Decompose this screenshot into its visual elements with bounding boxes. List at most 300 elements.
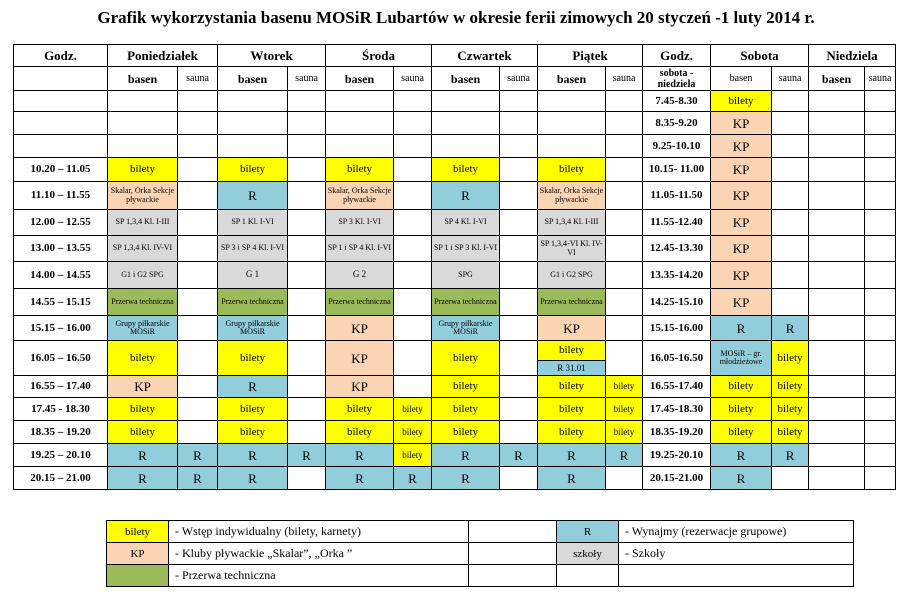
cell-przerwa: Przerwa techniczna [108, 289, 178, 316]
empty-cell [865, 341, 896, 376]
empty-cell [178, 421, 218, 444]
col-header-sauna: sauna [606, 67, 643, 91]
empty-cell [538, 112, 606, 135]
cell-bilety: bilety [606, 398, 643, 421]
cell-rezerwacja: R [218, 182, 288, 210]
empty-cell [288, 316, 326, 341]
time-cell: 11.10 – 11.55 [14, 182, 108, 210]
empty-cell [178, 341, 218, 376]
empty-cell [606, 112, 643, 135]
cell-rezerwacja: R [178, 467, 218, 490]
legend-text-kp: - Kluby pływackie „Skalar”, „Orka ” [169, 543, 469, 565]
empty-cell [865, 112, 896, 135]
cell-szkoly: SP 1,3,4 Kl. IV-VI [108, 236, 178, 262]
empty-cell [326, 135, 394, 158]
empty-cell [865, 236, 896, 262]
empty-cell [809, 158, 865, 182]
cell-bilety: bilety [394, 444, 432, 467]
time-cell-weekend: 14.25-15.10 [643, 289, 711, 316]
cell-szkoly: SP 1,3,4 Kl. I-III [108, 210, 178, 236]
header-row-subcolumns [14, 67, 896, 91]
empty-cell [500, 112, 538, 135]
cell-rezerwacja: R [394, 467, 432, 490]
empty-cell [809, 289, 865, 316]
empty-cell [394, 316, 432, 341]
col-header-day: Środa [326, 45, 432, 67]
cell-bilety: bilety [538, 421, 606, 444]
col-header-day: Wtorek [218, 45, 326, 67]
cell-rezerwacja: R [432, 467, 500, 490]
empty-cell [606, 289, 643, 316]
schedule-row [14, 376, 896, 398]
cell-kp: KP [326, 341, 394, 376]
col-header-day: Piątek [538, 45, 643, 67]
cell-bilety: bilety [711, 398, 772, 421]
cell-szkoly: Grupy piłkarskie MOSiR [108, 316, 178, 341]
cell-szkoly: Grupy piłkarskie MOSiR [218, 316, 288, 341]
cell-rezerwacja: R [432, 444, 500, 467]
cell-rezerwacja: R [606, 444, 643, 467]
col-header-sauna: sauna [772, 67, 809, 91]
cell-bilety: bilety [108, 421, 178, 444]
cell-szkoly: G 1 [218, 262, 288, 289]
empty-cell [288, 182, 326, 210]
legend-swatch-kp: KP [107, 543, 169, 565]
time-cell-weekend: 12.45-13.30 [643, 236, 711, 262]
schedule-row [14, 444, 896, 467]
col-header-basen: basen [538, 67, 606, 91]
cell-bilety: bilety [711, 376, 772, 398]
empty-cell [772, 262, 809, 289]
col-header-sauna: sauna [288, 67, 326, 91]
cell-rezerwacja: R [288, 444, 326, 467]
time-cell-weekend: 20.15-21.00 [643, 467, 711, 490]
cell-bilety: bilety [326, 398, 394, 421]
time-cell: 18.35 – 19.20 [14, 421, 108, 444]
cell-bilety: bilety [772, 398, 809, 421]
time-cell-weekend: 19.25-20.10 [643, 444, 711, 467]
empty-cell [288, 289, 326, 316]
legend-swatch-rezerwacje: R [557, 521, 619, 543]
empty-cell [809, 316, 865, 341]
legend-row [107, 521, 854, 543]
empty-cell [432, 112, 500, 135]
cell-bilety: bilety [538, 158, 606, 182]
empty-cell [394, 262, 432, 289]
empty-cell [538, 135, 606, 158]
cell-szkoly: SP 1 i SP 3 Kl. I-VI [432, 236, 500, 262]
empty-cell [500, 182, 538, 210]
cell-bilety: bilety [711, 421, 772, 444]
cell-rezerwacja: R [218, 467, 288, 490]
col-header-day: Czwartek [432, 45, 538, 67]
time-cell-weekend: 8.35-9.20 [643, 112, 711, 135]
empty-cell [606, 316, 643, 341]
empty-cell [432, 91, 500, 112]
legend-text-bilety: - Wstęp indywidualny (bilety, karnety) [169, 521, 469, 543]
empty-cell [606, 341, 643, 376]
empty-cell [865, 210, 896, 236]
col-header-sauna: sauna [178, 67, 218, 91]
empty-cell [809, 112, 865, 135]
cell-kp: KP [326, 316, 394, 341]
cell-rezerwacja: R [711, 467, 772, 490]
cell-bilety: bilety [432, 341, 500, 376]
empty-cell [809, 444, 865, 467]
cell-kp: KP [711, 262, 772, 289]
time-cell-weekend: 16.55-17.40 [643, 376, 711, 398]
cell-szkoly: SP 3 i SP 4 Kl. I-VI [218, 236, 288, 262]
empty-cell [288, 112, 326, 135]
schedule-row [14, 341, 896, 376]
time-cell-weekend: 11.55-12.40 [643, 210, 711, 236]
empty-cell [500, 135, 538, 158]
empty-cell [288, 376, 326, 398]
cell-bilety: bilety [394, 421, 432, 444]
cell-rezerwacja: R [711, 316, 772, 341]
empty-cell [606, 182, 643, 210]
cell-bilety: bilety [432, 421, 500, 444]
cell-kp: KP [711, 289, 772, 316]
col-header-godz: Godz. [14, 45, 108, 67]
empty-cell [394, 341, 432, 376]
empty-cell [500, 91, 538, 112]
time-cell: 19.25 – 20.10 [14, 444, 108, 467]
time-cell-weekend: 17.45-18.30 [643, 398, 711, 421]
time-cell: 12.00 – 12.55 [14, 210, 108, 236]
empty-cell [394, 236, 432, 262]
col-header-basen: basen [809, 67, 865, 91]
time-cell-weekend: 18.35-19.20 [643, 421, 711, 444]
empty-cell [108, 135, 178, 158]
empty-cell [809, 91, 865, 112]
cell-rezerwacja: R [218, 376, 288, 398]
cell-bilety: bilety [108, 341, 178, 376]
time-cell-weekend: 13.35-14.20 [643, 262, 711, 289]
legend-swatch-przerwa [107, 565, 169, 587]
legend-row [107, 565, 854, 587]
empty-cell [500, 376, 538, 398]
legend-text-przerwa: - Przerwa techniczna [169, 565, 469, 587]
empty-cell [772, 158, 809, 182]
empty-cell [500, 341, 538, 376]
empty-cell [606, 236, 643, 262]
cell-bilety: bilety [326, 158, 394, 182]
empty-cell [500, 398, 538, 421]
empty-cell [178, 376, 218, 398]
cell-bilety: bilety [326, 421, 394, 444]
empty-cell [865, 467, 896, 490]
cell-bilety: bilety [432, 158, 500, 182]
col-header-sauna: sauna [500, 67, 538, 91]
cell-zajecia: Skalar, Orka Sekcje pływackie [538, 182, 606, 210]
legend-gap [469, 521, 557, 543]
cell-rezerwacja: R [432, 182, 500, 210]
time-cell: 16.05 – 16.50 [14, 341, 108, 376]
empty-cell [394, 158, 432, 182]
cell-kp: KP [711, 112, 772, 135]
empty-cell [538, 91, 606, 112]
empty-cell [865, 444, 896, 467]
header-row-days [14, 45, 896, 67]
cell-rezerwacja: R [538, 467, 606, 490]
legend-row [107, 543, 854, 565]
cell-kp: KP [711, 210, 772, 236]
cell-bilety: bilety [538, 341, 605, 361]
col-header-basen: basen [218, 67, 288, 91]
time-cell-weekend: 11.05-11.50 [643, 182, 711, 210]
legend-gap [469, 565, 557, 587]
cell-kp: KP [711, 135, 772, 158]
cell-kp: KP [711, 182, 772, 210]
legend-blank [557, 565, 619, 587]
cell-bilety: bilety [218, 421, 288, 444]
cell-bilety: bilety [394, 398, 432, 421]
empty-cell [218, 112, 288, 135]
empty-cell [772, 467, 809, 490]
empty-cell [500, 316, 538, 341]
cell-bilety: bilety [772, 376, 809, 398]
empty-cell [178, 91, 218, 112]
empty-cell [865, 91, 896, 112]
empty-cell [288, 341, 326, 376]
cell-rezerwacja: R [538, 444, 606, 467]
time-cell: 13.00 – 13.55 [14, 236, 108, 262]
schedule-row [14, 236, 896, 262]
col-header-sauna: sauna [394, 67, 432, 91]
empty-cell [288, 135, 326, 158]
time-cell: 14.55 – 15.15 [14, 289, 108, 316]
empty-cell [809, 398, 865, 421]
empty-cell [809, 376, 865, 398]
empty-cell [288, 158, 326, 182]
empty-cell [288, 398, 326, 421]
empty-cell [606, 262, 643, 289]
empty-cell [865, 421, 896, 444]
empty-cell [500, 467, 538, 490]
cell-szkoly: G1 i G2 SPG [108, 262, 178, 289]
empty-cell [178, 210, 218, 236]
empty-cell [865, 316, 896, 341]
empty-cell [178, 112, 218, 135]
time-cell-weekend: 16.05-16.50 [643, 341, 711, 376]
col-header-blank [14, 67, 108, 91]
legend-gap [469, 543, 557, 565]
cell-szkoly: SPG [432, 262, 500, 289]
empty-cell [606, 467, 643, 490]
empty-cell [394, 289, 432, 316]
time-cell: 14.00 – 14.55 [14, 262, 108, 289]
empty-cell [606, 158, 643, 182]
schedule-row [14, 182, 896, 210]
empty-cell [108, 91, 178, 112]
empty-cell [288, 210, 326, 236]
empty-cell [865, 182, 896, 210]
cell-rezerwacja: R [326, 444, 394, 467]
cell-rezerwacja: R [500, 444, 538, 467]
cell-bilety: bilety [432, 398, 500, 421]
empty-cell [500, 289, 538, 316]
empty-cell [394, 112, 432, 135]
cell-szkoly: SP 1,3,4 Kl. I-III [538, 210, 606, 236]
empty-cell [772, 289, 809, 316]
cell-bilety: bilety [606, 421, 643, 444]
col-header-godz-weekend: Godz. [643, 45, 711, 67]
empty-cell [865, 289, 896, 316]
empty-cell [772, 135, 809, 158]
empty-cell [809, 421, 865, 444]
empty-cell [809, 210, 865, 236]
cell-szkoly: SP 1 Kl. I-VI [218, 210, 288, 236]
empty-cell [865, 398, 896, 421]
empty-cell [178, 289, 218, 316]
empty-cell [865, 262, 896, 289]
schedule-row [14, 262, 896, 289]
cell-rezerwacja: R [108, 444, 178, 467]
cell-szkoly: G 2 [326, 262, 394, 289]
cell-bilety: bilety [538, 376, 606, 398]
cell-szkoly: SP 3 Kl. I-VI [326, 210, 394, 236]
time-cell-weekend: 15.15-16.00 [643, 316, 711, 341]
cell-szkoly: SP 1 i SP 4 Kl. I-VI [326, 236, 394, 262]
time-cell: 20.15 – 21.00 [14, 467, 108, 490]
cell-rezerwacja: R [326, 467, 394, 490]
empty-cell [326, 91, 394, 112]
schedule-row [14, 112, 896, 135]
empty-cell [178, 135, 218, 158]
col-header-basen: basen [432, 67, 500, 91]
empty-cell [500, 236, 538, 262]
empty-cell [178, 158, 218, 182]
empty-cell [500, 158, 538, 182]
cell-kp: KP [711, 236, 772, 262]
schedule-row [14, 91, 896, 112]
empty-cell [809, 135, 865, 158]
empty-cell [809, 236, 865, 262]
legend-blank [619, 565, 854, 587]
cell-szkoly: Grupy piłkarskie MOSiR [432, 316, 500, 341]
cell-przerwa: Przerwa techniczna [432, 289, 500, 316]
empty-cell [288, 467, 326, 490]
page-title: Grafik wykorzystania basenu MOSiR Lubartów w okresie ferii zimowych 20 styczeń -1 luty 2014 r. [97, 8, 815, 27]
empty-cell [772, 91, 809, 112]
cell-zajecia: Skalar, Orka Sekcje pływackie [326, 182, 394, 210]
cell-przerwa: Przerwa techniczna [218, 289, 288, 316]
empty-cell [606, 210, 643, 236]
col-header-sobota-niedziela: sobota - niedziela [643, 67, 711, 91]
time-cell: 10.20 – 11.05 [14, 158, 108, 182]
cell-kp: KP [711, 158, 772, 182]
time-cell: 17.45 - 18.30 [14, 398, 108, 421]
cell-rezerwacja: R [218, 444, 288, 467]
col-header-day: Sobota [711, 45, 809, 67]
schedule-row [14, 398, 896, 421]
time-cell [14, 135, 108, 158]
cell-rezerwacja: R [108, 467, 178, 490]
empty-cell [288, 421, 326, 444]
empty-cell [288, 262, 326, 289]
empty-cell [394, 182, 432, 210]
cell-kp: KP [326, 376, 394, 398]
empty-cell [606, 91, 643, 112]
empty-cell [500, 210, 538, 236]
time-cell [14, 112, 108, 135]
legend-text-szkoly: - Szkoły [619, 543, 854, 565]
cell-bilety: bilety [606, 376, 643, 398]
time-cell: 15.15 – 16.00 [14, 316, 108, 341]
cell-rezerwacja: R [711, 444, 772, 467]
col-header-day: Poniedziałek [108, 45, 218, 67]
cell-bilety: bilety [772, 421, 809, 444]
empty-cell [809, 467, 865, 490]
legend-swatch-szkoly: szkoły [557, 543, 619, 565]
schedule-row [14, 135, 896, 158]
schedule-row [14, 421, 896, 444]
empty-cell [606, 135, 643, 158]
empty-cell [178, 236, 218, 262]
empty-cell [288, 236, 326, 262]
legend-text-rezerwacje: - Wynajmy (rezerwacje grupowe) [619, 521, 854, 543]
schedule-row [14, 210, 896, 236]
empty-cell [772, 210, 809, 236]
cell-bilety: bilety [108, 158, 178, 182]
time-cell: 16.55 – 17.40 [14, 376, 108, 398]
empty-cell [500, 421, 538, 444]
empty-cell [865, 135, 896, 158]
cell-przerwa: Przerwa techniczna [326, 289, 394, 316]
cell-kp: KP [538, 316, 606, 341]
schedule-row [14, 158, 896, 182]
cell-szkoly: G1 i G2 SPG [538, 262, 606, 289]
cell-rezerwacja: R [178, 444, 218, 467]
col-header-basen: basen [326, 67, 394, 91]
empty-cell [772, 112, 809, 135]
time-cell-weekend: 9.25-10.10 [643, 135, 711, 158]
cell-rezerwacja: R [772, 316, 809, 341]
cell-bilety: bilety [538, 398, 606, 421]
col-header-day: Niedziela [809, 45, 896, 67]
cell-rezerwacja: R [772, 444, 809, 467]
empty-cell [178, 316, 218, 341]
cell-bilety: bilety [432, 376, 500, 398]
cell-bilety: bilety [108, 398, 178, 421]
empty-cell [809, 262, 865, 289]
cell-zajecia: MOSiR – gr. młodzieżowe [711, 341, 772, 376]
col-header-basen: basen [108, 67, 178, 91]
empty-cell [394, 91, 432, 112]
empty-cell [394, 376, 432, 398]
cell-bilety [538, 341, 606, 376]
empty-cell [178, 182, 218, 210]
cell-zajecia: Skalar, Orka Sekcje pływackie [108, 182, 178, 210]
cell-bilety: bilety [218, 398, 288, 421]
cell-bilety: bilety [772, 341, 809, 376]
empty-cell [432, 135, 500, 158]
empty-cell [288, 91, 326, 112]
cell-szkoly: SP 1,3,4-VI Kl. IV-VI [538, 236, 606, 262]
cell-bilety: bilety [218, 158, 288, 182]
empty-cell [865, 376, 896, 398]
schedule-body [14, 91, 896, 490]
cell-kp: KP [108, 376, 178, 398]
cell-rezerwacja: R 31.01 [538, 361, 605, 375]
empty-cell [500, 262, 538, 289]
empty-cell [865, 158, 896, 182]
legend-table [106, 520, 854, 587]
schedule-row [14, 467, 896, 490]
schedule-table [13, 44, 896, 490]
empty-cell [772, 236, 809, 262]
